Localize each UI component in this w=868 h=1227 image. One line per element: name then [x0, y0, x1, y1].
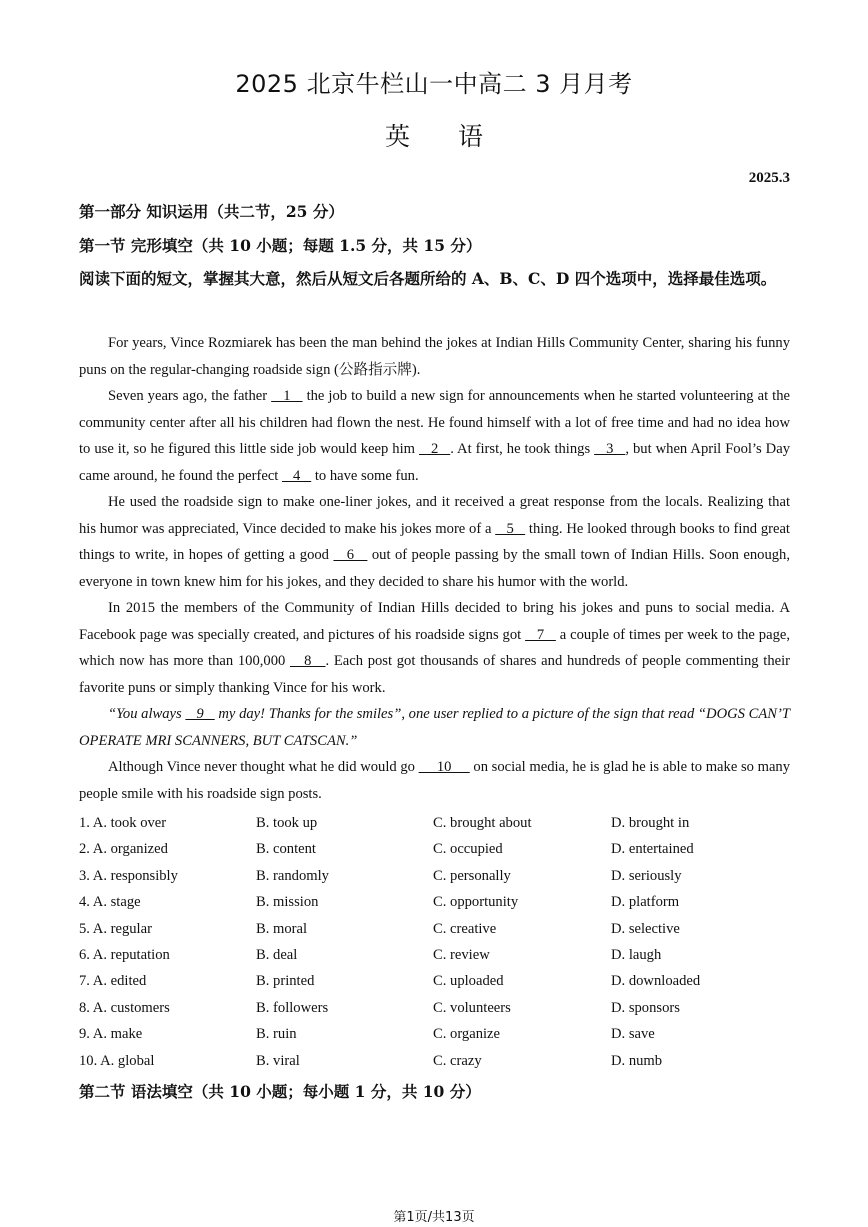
option-b: B. ruin — [256, 1026, 297, 1043]
option-d: D. numb — [611, 1052, 663, 1069]
paragraph-3: He used the roadside sign to make one-liner jokes, and it received a great response from the locals. Realizing that his humor was appreciated, Vince decided to make his jokes more of a 5 thing. He looked through books to find great things to write, in hopes of getting a good 6 out of people passing by the small town of Indian Hills. Soon enough, everyone in town knew him for his jokes, and they decided to share his humor with the world. — [79, 494, 790, 590]
option-a: 2. A. organized — [79, 841, 168, 858]
option-d: D. sponsors — [611, 999, 680, 1016]
option-a: 1. A. took over — [79, 815, 167, 831]
paragraph-6: Although Vince never thought what he did would go 10 on social media, he is glad he is able to make so many people smile with his roadside sign posts. — [79, 759, 791, 802]
option-b: B. randomly — [256, 867, 329, 884]
blank-5: 5 — [495, 520, 526, 537]
blank-8: 8 — [290, 653, 326, 669]
paragraph-4: In 2015 the members of the Community of Indian Hills decided to bring his jokes and puns to social media. A Facebook page was specially created, and pictures of his roadside signs got 7 a couple of times per week to the page, which now has more than 100,000 8 . Each post got thousands of shares and hundreds of people commenting their favorite puns or simply thanking Vince for his work. — [79, 600, 791, 696]
option-b: B. took up — [256, 815, 318, 831]
paragraph-5: “You always 9 my day! Thanks for the smiles”, one user replied to a picture of the sign that read “DOGS CAN’T OPERATE MRI SCANNERS, BUT CATSCAN.” — [79, 706, 790, 749]
option-a: 9. A. make — [79, 1026, 143, 1043]
option-row — [79, 968, 790, 994]
option-a: 10. A. global — [79, 1052, 155, 1069]
option-c: C. organize — [433, 1026, 501, 1043]
cloze-passage — [79, 330, 790, 807]
option-c: C. review — [433, 946, 490, 963]
option-c: C. uploaded — [433, 973, 504, 990]
option-a: 3. A. responsibly — [79, 867, 178, 884]
option-d: D. downloaded — [611, 973, 701, 990]
option-row — [79, 942, 790, 968]
paragraph-2: Seven years ago, the father 1 the job to build a new sign for announcements when he started volunteering at the community center after all his children had flown the nest. He found himself with a lot of free time and had no idea how to use it, so he figured this little side job would keep him 2 . At first, he took things 3 , but when April Fool’s Day came around, he found the perfect 4 to have some fun. — [79, 388, 791, 484]
option-row — [79, 1021, 790, 1047]
document-title: 2025 北京牛栏山一中高二 3 月月考 — [235, 70, 633, 98]
paragraph-1: For years, Vince Rozmiarek has been the man behind the jokes at Indian Hills Community Center, sharing his funny puns on the regular-changing roadside sign (公路指示牌). — [79, 335, 790, 378]
option-row — [79, 836, 790, 862]
option-c: C. occupied — [433, 841, 503, 858]
option-a: 4. A. stage — [79, 894, 141, 911]
blank-9: 9 — [185, 706, 215, 722]
option-d: D. selective — [611, 920, 680, 937]
option-row — [79, 889, 790, 915]
option-c: C. crazy — [433, 1052, 482, 1069]
option-b: B. mission — [256, 894, 319, 911]
option-d: D. entertained — [611, 841, 694, 858]
option-a: 7. A. edited — [79, 973, 147, 990]
option-c: C. personally — [433, 867, 511, 884]
option-a: 6. A. reputation — [79, 946, 170, 963]
option-b: B. viral — [256, 1052, 300, 1069]
option-b: B. moral — [256, 920, 308, 937]
blank-1: 1 — [271, 388, 303, 404]
option-row — [79, 916, 790, 942]
option-row — [79, 810, 790, 836]
option-b: B. printed — [256, 973, 315, 990]
option-a: 5. A. regular — [79, 920, 152, 937]
section-heading: 第一节 完形填空（共 10 小题；每题 1.5 分，共 15 分） — [79, 236, 482, 255]
section-2-heading: 第二节 语法填空（共 10 小题；每小题 1 分，共 10 分） — [79, 1082, 481, 1101]
option-row — [79, 995, 790, 1021]
option-b: B. content — [256, 841, 316, 858]
option-c: C. opportunity — [433, 894, 519, 911]
option-d: D. save — [611, 1026, 655, 1043]
option-d: D. platform — [611, 894, 680, 911]
subject-title: 英语 — [384, 122, 531, 151]
blank-7: 7 — [525, 626, 556, 643]
option-d: D. seriously — [611, 867, 682, 884]
option-d: D. brought in — [611, 815, 690, 831]
option-c: C. volunteers — [433, 999, 511, 1016]
blank-10: 10 — [418, 759, 470, 775]
blank-4: 4 — [282, 467, 312, 484]
option-b: B. followers — [256, 999, 329, 1016]
exam-date: 2025.3 — [748, 170, 790, 186]
blank-2: 2 — [419, 441, 451, 457]
option-d: D. laugh — [611, 946, 662, 963]
part-heading: 第一部分 知识运用（共二节，25 分） — [79, 202, 344, 221]
answer-options — [79, 810, 790, 1074]
option-row — [79, 1048, 790, 1074]
instruction: 阅读下面的短文，掌握其大意，然后从短文后各题所给的 A、B、C、D 四个选项中，选择最佳选项。 — [79, 269, 777, 288]
option-row — [79, 863, 790, 889]
option-c: C. brought about — [433, 815, 532, 831]
blank-6: 6 — [333, 547, 368, 563]
option-b: B. deal — [256, 946, 298, 963]
page-number: 第1页/共13页 — [393, 1210, 475, 1225]
option-a: 8. A. customers — [79, 999, 170, 1016]
option-c: C. creative — [433, 920, 497, 937]
blank-3: 3 — [594, 441, 626, 457]
